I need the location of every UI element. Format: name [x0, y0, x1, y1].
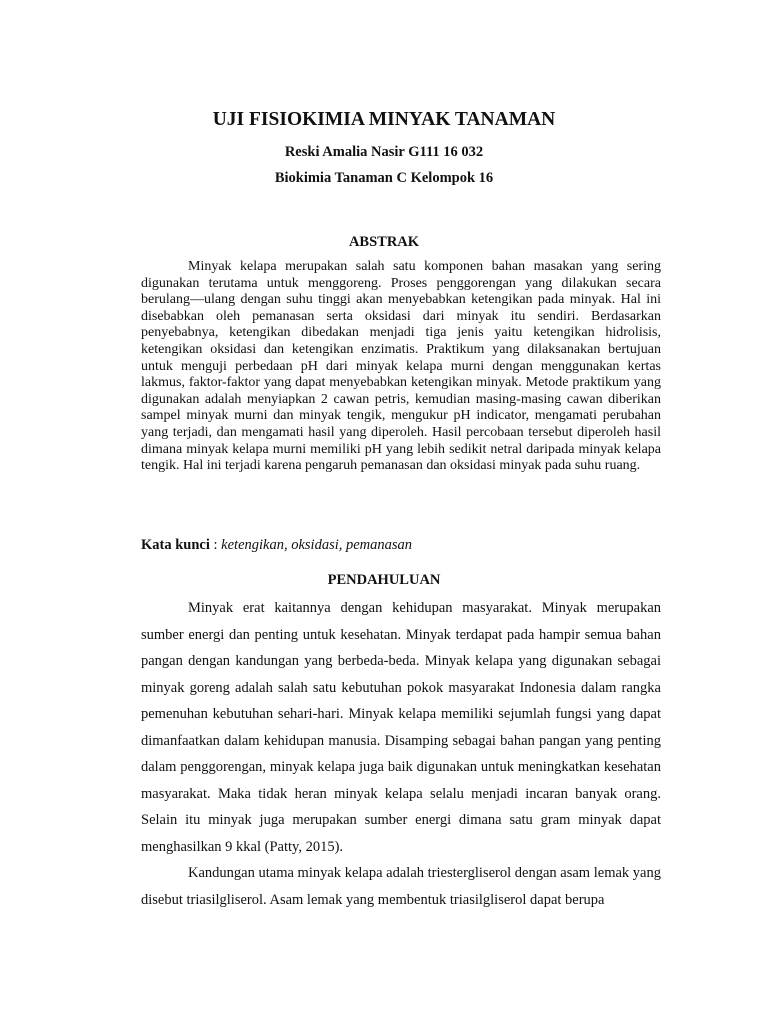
- introduction-heading: PENDAHULUAN: [327, 572, 441, 588]
- keywords-values: ketengikan, oksidasi, pemanasan: [221, 537, 413, 553]
- introduction-paragraph-1: Minyak erat kaitannya dengan kehidupan masyarakat. Minyak merupakan sumber energi dan penting untuk kesehatan. Minyak terdapat pada hampir semua bahan pangan dengan kandungan yang berbeda-beda. Minyak kelapa yang digunakan sebagai minyak goreng adalah salah satu kebutuhan pokok masyarakat Indonesia dalam rangka pemenuhan kebutuhan sehari-hari. Minyak kelapa memiliki sejumlah fungsi yang dapat dimanfaatkan dalam kehidupan manusia. Disamping sebagai bahan pangan yang penting dalam penggorengan, minyak kelapa juga baik digunakan untuk meningkatkan kesehatan masyarakat. Maka tidak heran minyak kelapa selalu menjadi incaran banyak orang. Selain itu minyak juga merupakan sumber energi dimana satu gram minyak dapat menghasilkan 9 kkal (Patty, 2015).: [141, 600, 661, 855]
- keywords-label: Kata kunci: [141, 537, 210, 553]
- author-line: Reski Amalia Nasir G111 16 032: [284, 144, 484, 160]
- course-line: Biokimia Tanaman C Kelompok 16: [274, 170, 494, 186]
- introduction-paragraph-2: Kandungan utama minyak kelapa adalah triestergliserol dengan asam lemak yang disebut triasilgliserol. Asam lemak yang membentuk triasilgliserol dapat berupa: [141, 865, 661, 908]
- abstract-text: Minyak kelapa merupakan salah satu komponen bahan masakan yang sering digunakan terutama untuk menggoreng. Proses penggorengan yang dilakukan secara berulang—ulang dengan suhu tinggi akan menyebabkan ketengikan pada minyak. Hal ini disebabkan oleh pemanasan serta oksidasi dari minyak itu sendiri. Berdasarkan penyebabnya, ketengikan dibedakan menjadi tiga jenis yaitu ketengikan hidrolisis, ketengikan oksidasi dan ketengikan enzimatis. Praktikum yang dilaksanakan bertujuan untuk menguji perbedaan pH dari minyak kelapa murni dengan menggunakan kertas lakmus, faktor-faktor yang dapat menyebabkan ketengikan minyak. Metode praktikum yang digunakan adalah menyiapkan 2 cawan petris, kemudian masing-masing cawan diberikan sampel minyak murni dan minyak tengik, mengukur pH indicator, mengamati perubahan yang terjadi, dan mengamati hasil yang diperoleh. Hasil percobaan tersebut diperoleh hasil dimana minyak kelapa murni memiliki pH yang lebih sedikit netral daripada minyak kelapa tengik. Hal ini terjadi karena pengaruh pemanasan dan oksidasi minyak pada suhu ruang.: [141, 259, 661, 474]
- keywords-separator: :: [209, 537, 222, 553]
- document-title: UJI FISIOKIMIA MINYAK TANAMAN: [212, 109, 556, 130]
- keywords-line: [141, 535, 661, 555]
- abstract-heading: ABSTRAK: [348, 234, 420, 250]
